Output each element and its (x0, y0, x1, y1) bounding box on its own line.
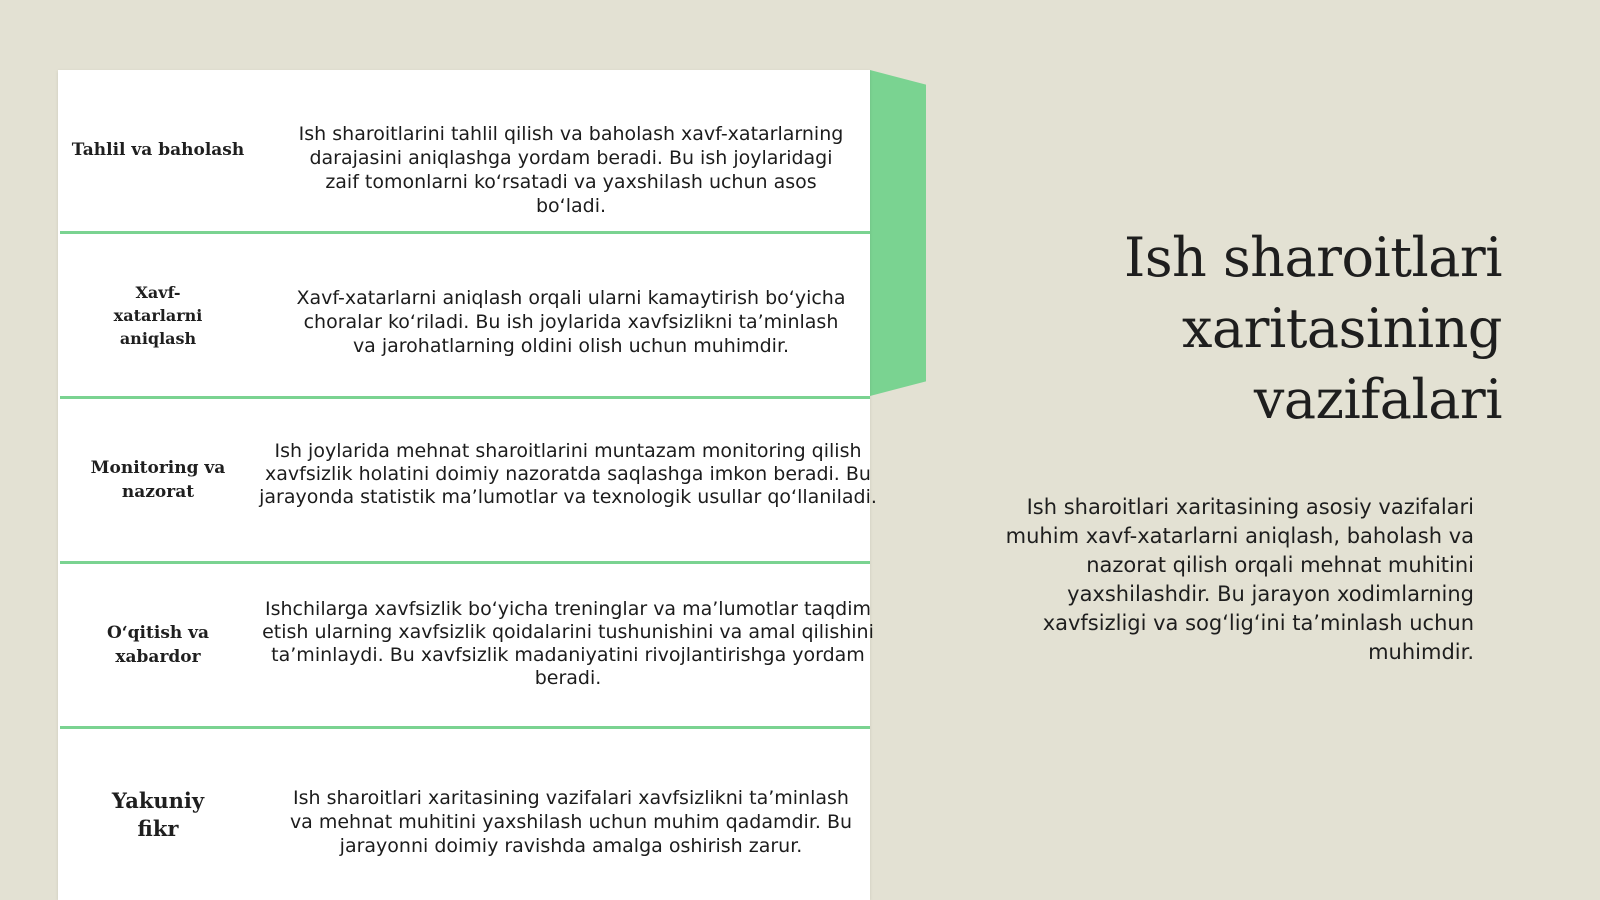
row-description: Ishchilarga xavfsizlik bo‘yicha treninglar va ma’lumotlar taqdim etish ularning xavfsizlik qoidalarini tushunishini va amal qilishini ta’minlaydi. Bu xavfsizlik madaniyatini rivojlantirishga yordam beradi. (262, 598, 874, 689)
row-label: Tahlil va baholash (71, 140, 245, 160)
accent-tab (870, 70, 926, 396)
slide-title: Ish sharoitlari xaritasining vazifalari (1123, 226, 1502, 431)
row-description: Xavf-xatarlarni aniqlash orqali ularni kamaytirish bo‘yicha choralar ko‘riladi. Bu ish joylarida xavfsizlikni ta’minlash va jarohatlarning oldini olish uchun muhimdir. (296, 287, 846, 357)
row-label: O‘qitish va xabardor (106, 623, 210, 667)
slide-body-text: Ish sharoitlari xaritasining asosiy vazifalari muhim xavf-xatarlarni aniqlash, baholash va nazorat qilish orqali mehnat muhitini yaxshilashdir. Bu jarayon xodimlarning xavfsizligi va sog‘lig‘ini ta’minlash uchun muhimdir. (1005, 495, 1474, 664)
row-label: Yakuniy fikr (111, 787, 205, 841)
row-label: Monitoring va nazorat (90, 458, 226, 502)
functions-table (58, 70, 877, 900)
row-description: Ish sharoitlari xaritasining vazifalari xavfsizlikni ta’minlash va mehnat muhitini yaxshilash uchun muhim qadamdir. Bu jarayonni doimiy ravishda amalga oshirish zarur. (289, 787, 853, 857)
row-description: Ish sharoitlarini tahlil qilish va baholash xavf-xatarlarning darajasini aniqlashga yordam beradi. Bu ish joylaridagi zaif tomonlarni ko‘rsatadi va yaxshilash uchun asos bo‘ladi. (298, 123, 844, 217)
row-description: Ish joylarida mehnat sharoitlarini muntazam monitoring qilish xavfsizlik holatini doimiy nazoratda saqlashga imkon beradi. Bu jarayonda statistik ma’lumotlar va texnologik usullar qo‘llaniladi. (259, 440, 877, 508)
row-label: Xavf-xatarlarni aniqlash (113, 282, 203, 348)
